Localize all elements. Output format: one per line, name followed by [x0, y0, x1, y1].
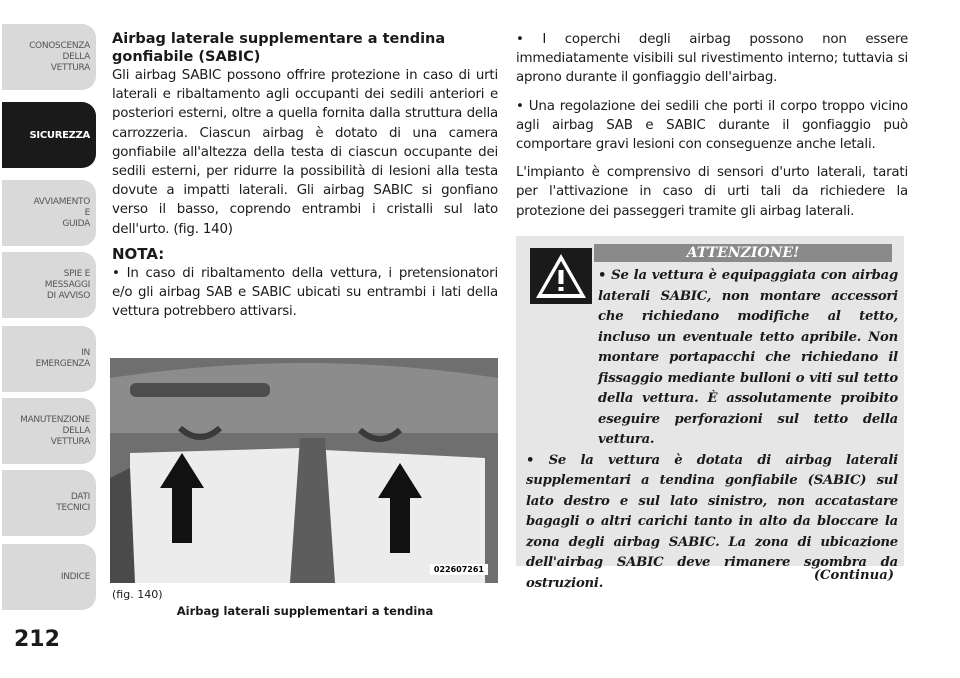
section-tabs: [0, 0, 98, 620]
tab-sicurezza[interactable]: [2, 102, 96, 168]
airbag-illustration: [110, 358, 498, 583]
tab-in-emergenza[interactable]: [2, 326, 96, 392]
tab-dati-tecnici[interactable]: [2, 470, 96, 536]
tab-label: SPIE E MESSAGGI DI AVVISO: [44, 268, 90, 301]
seat-adjustment-note: • Una regolazione dei sedili che porti il corpo troppo vicino agli airbag SAB e SABIC durante il gonfiaggio può comportare gravi lesioni con conseguenze anche letali.: [516, 98, 908, 153]
sabic-description: Gli airbag SABIC possono offrire protezione in caso di urti laterali e ribaltamento agli occupanti dei sedili anteriori e posteriori esterni, oltre a quella fornita dalla struttura della carrozzeria. Ciascun airbag è dotato di una camera gonfiabile all'altezza della testa di ciascun occupante dei sedili esterni, per ridurre la possibilità di lesioni alla testa dovute a impatti laterali. Gli airbag SABIC si gonfiano verso il basso, coprendo entrambi i cristalli sul lato dell'urto. (fig. 140): [112, 68, 498, 237]
right-column: [516, 30, 908, 221]
page-number: 212: [14, 627, 60, 652]
sensors-note: L'impianto è comprensivo di sensori d'urto laterali, tarati per l'attivazione in caso di urti tali da richiedere la protezione dei passeggeri tramite gli airbag laterali.: [516, 165, 908, 219]
tab-spie-e-messaggi[interactable]: [2, 252, 96, 318]
left-column: [112, 30, 498, 321]
nota-title: NOTA:: [112, 244, 165, 263]
airbag-covers-note: • I coperchi degli airbag possono non essere immediatamente visibili sul rivestimento interno; tuttavia si aprono durante il gonfiaggio dell'airbag.: [516, 32, 908, 86]
continued-label: (Continua): [813, 568, 894, 583]
roof-accessories-warning: • Se la vettura è equipaggiata con airbag laterali SABIC, non montare accessori che richiedano modifiche al tetto, incluso un eventuale tetto apribile. Non montare portapacchi che richiedano il fissaggio mediante bulloni o viti sul tetto della vettura. È assolutamente proibito eseguire perforazioni sul tetto della vettura.: [598, 268, 898, 447]
tab-label: INDICE: [60, 571, 90, 582]
tab-label: AVVIAMENTO E GUIDA: [33, 196, 90, 229]
tab-label: SICUREZZA: [29, 129, 90, 141]
tab-avviamento-e-guida[interactable]: [2, 180, 96, 246]
warning-text: [526, 266, 898, 594]
tab-indice[interactable]: [2, 544, 96, 610]
warning-title: ATTENZIONE!: [594, 244, 892, 262]
car-interior-drawing: [110, 358, 498, 583]
tab-label: IN EMERGENZA: [35, 348, 90, 369]
figure-reference: (fig. 140): [112, 588, 163, 601]
tab-label: CONOSCENZA DELLA VETTURA: [29, 40, 90, 73]
section-heading: Airbag laterale supplementare a tendina gonfiabile (SABIC): [112, 31, 446, 65]
figure-code: 022607261: [430, 564, 488, 575]
tab-manutenzione-della-vettura[interactable]: [2, 398, 96, 464]
nota-text: • In caso di ribaltamento della vettura, i pretensionatori e/o gli airbag SAB e SABIC ubicati su entrambi i lati della vettura potrebbero attivarsi.: [112, 265, 498, 320]
figure-caption: Airbag laterali supplementari a tendina: [176, 604, 434, 618]
tab-label: DATI TECNICI: [56, 492, 90, 513]
cargo-stacking-warning: • Se la vettura è dotata di airbag laterali supplementari a tendina gonfiabile (SABIC) sul lato destro e sul lato sinistro, non accatastare bagagli o altri carichi tanto in alto da bloccare la zona degli airbag SABIC. La zona di ubicazione dell'airbag SABIC deve rimanere sgombra da ostruzioni.: [526, 452, 898, 591]
tab-label: MANUTENZIONE DELLA VETTURA: [20, 414, 90, 447]
tab-conoscenza-della-vettura[interactable]: [2, 24, 96, 90]
